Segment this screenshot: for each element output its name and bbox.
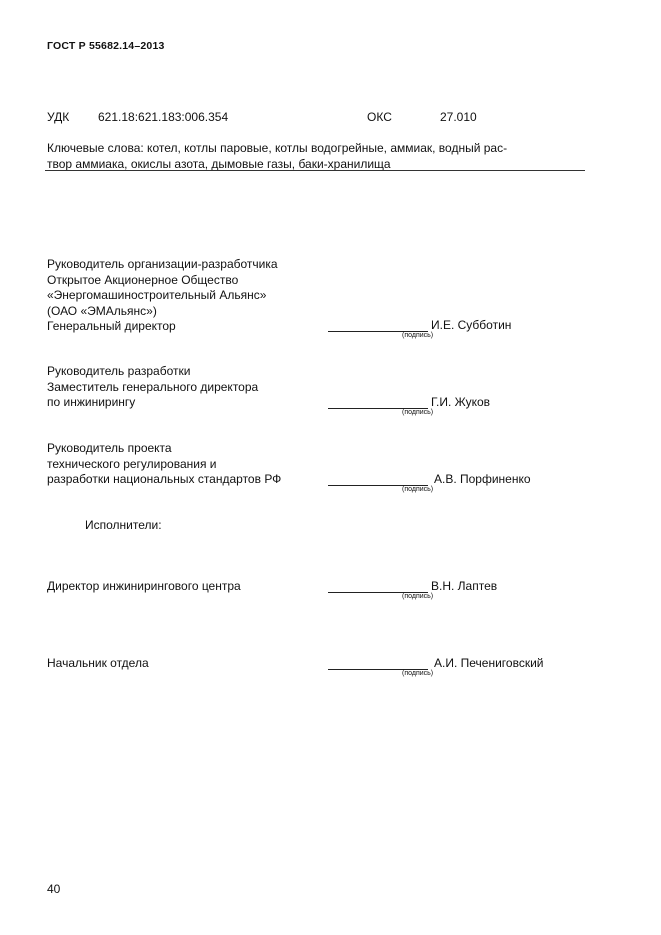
signature-text-line: (ОАО «ЭМАльянс») (47, 303, 157, 318)
signatory-name: В.Н. Лаптев (431, 579, 498, 593)
signature-caption: (подпись) (402, 593, 434, 600)
page-number: 40 (47, 882, 61, 896)
keywords-line-2: твор аммиака, окислы азота, дымовые газы, баки-хранилища (47, 157, 391, 171)
signatory-name: А.В. Порфиненко (434, 472, 531, 486)
signature-caption: (подпись) (402, 486, 434, 493)
signature-text-line: по инжинирингу (47, 395, 136, 409)
signature-caption: (подпись) (402, 409, 434, 416)
signature-block-engineering-director (47, 579, 241, 595)
signature-text-line: технического регулирования и (47, 456, 217, 471)
oks-label: ОКС (367, 110, 392, 124)
signature-text-line: Генеральный директор (47, 319, 176, 333)
signatory-name: А.И. Печениговский (434, 656, 544, 670)
udk-value: 621.18:621.183:006.354 (98, 110, 229, 124)
signature-text-line: Руководитель проекта (47, 441, 172, 455)
signature-text-line: Заместитель генерального директора (47, 379, 259, 394)
signatory-name: И.Е. Субботин (431, 318, 512, 332)
keywords-underline (45, 170, 585, 171)
document-header: ГОСТ Р 55682.14–2013 (47, 40, 165, 52)
signature-caption: (подпись) (402, 670, 434, 677)
signature-text-line: разработки национальных стандартов РФ (47, 472, 282, 486)
signature-text-line: Открытое Акционерное Общество (47, 272, 239, 287)
signature-block-org-head (47, 257, 278, 335)
signature-block-development-head (47, 364, 258, 411)
oks-value: 27.010 (440, 110, 477, 124)
signature-text-line: Директор инжинирингового центра (47, 579, 241, 593)
signature-block-department-head (47, 656, 149, 672)
signatory-name: Г.И. Жуков (431, 395, 491, 409)
signature-caption: (подпись) (402, 332, 434, 339)
keywords-line-1: Ключевые слова: котел, котлы паровые, котлы водогрейные, аммиак, водный рас- (47, 141, 508, 155)
signature-text-line: «Энергомашиностроительный Альянс» (47, 288, 267, 302)
signature-text-line: Руководитель организации-разработчика (47, 257, 278, 271)
signature-text-line: Начальник отдела (47, 656, 149, 670)
udk-label: УДК (47, 110, 70, 124)
signature-block-project-head (47, 441, 281, 488)
executors-heading: Исполнители: (85, 518, 162, 532)
signature-text-line: Руководитель разработки (47, 364, 191, 378)
